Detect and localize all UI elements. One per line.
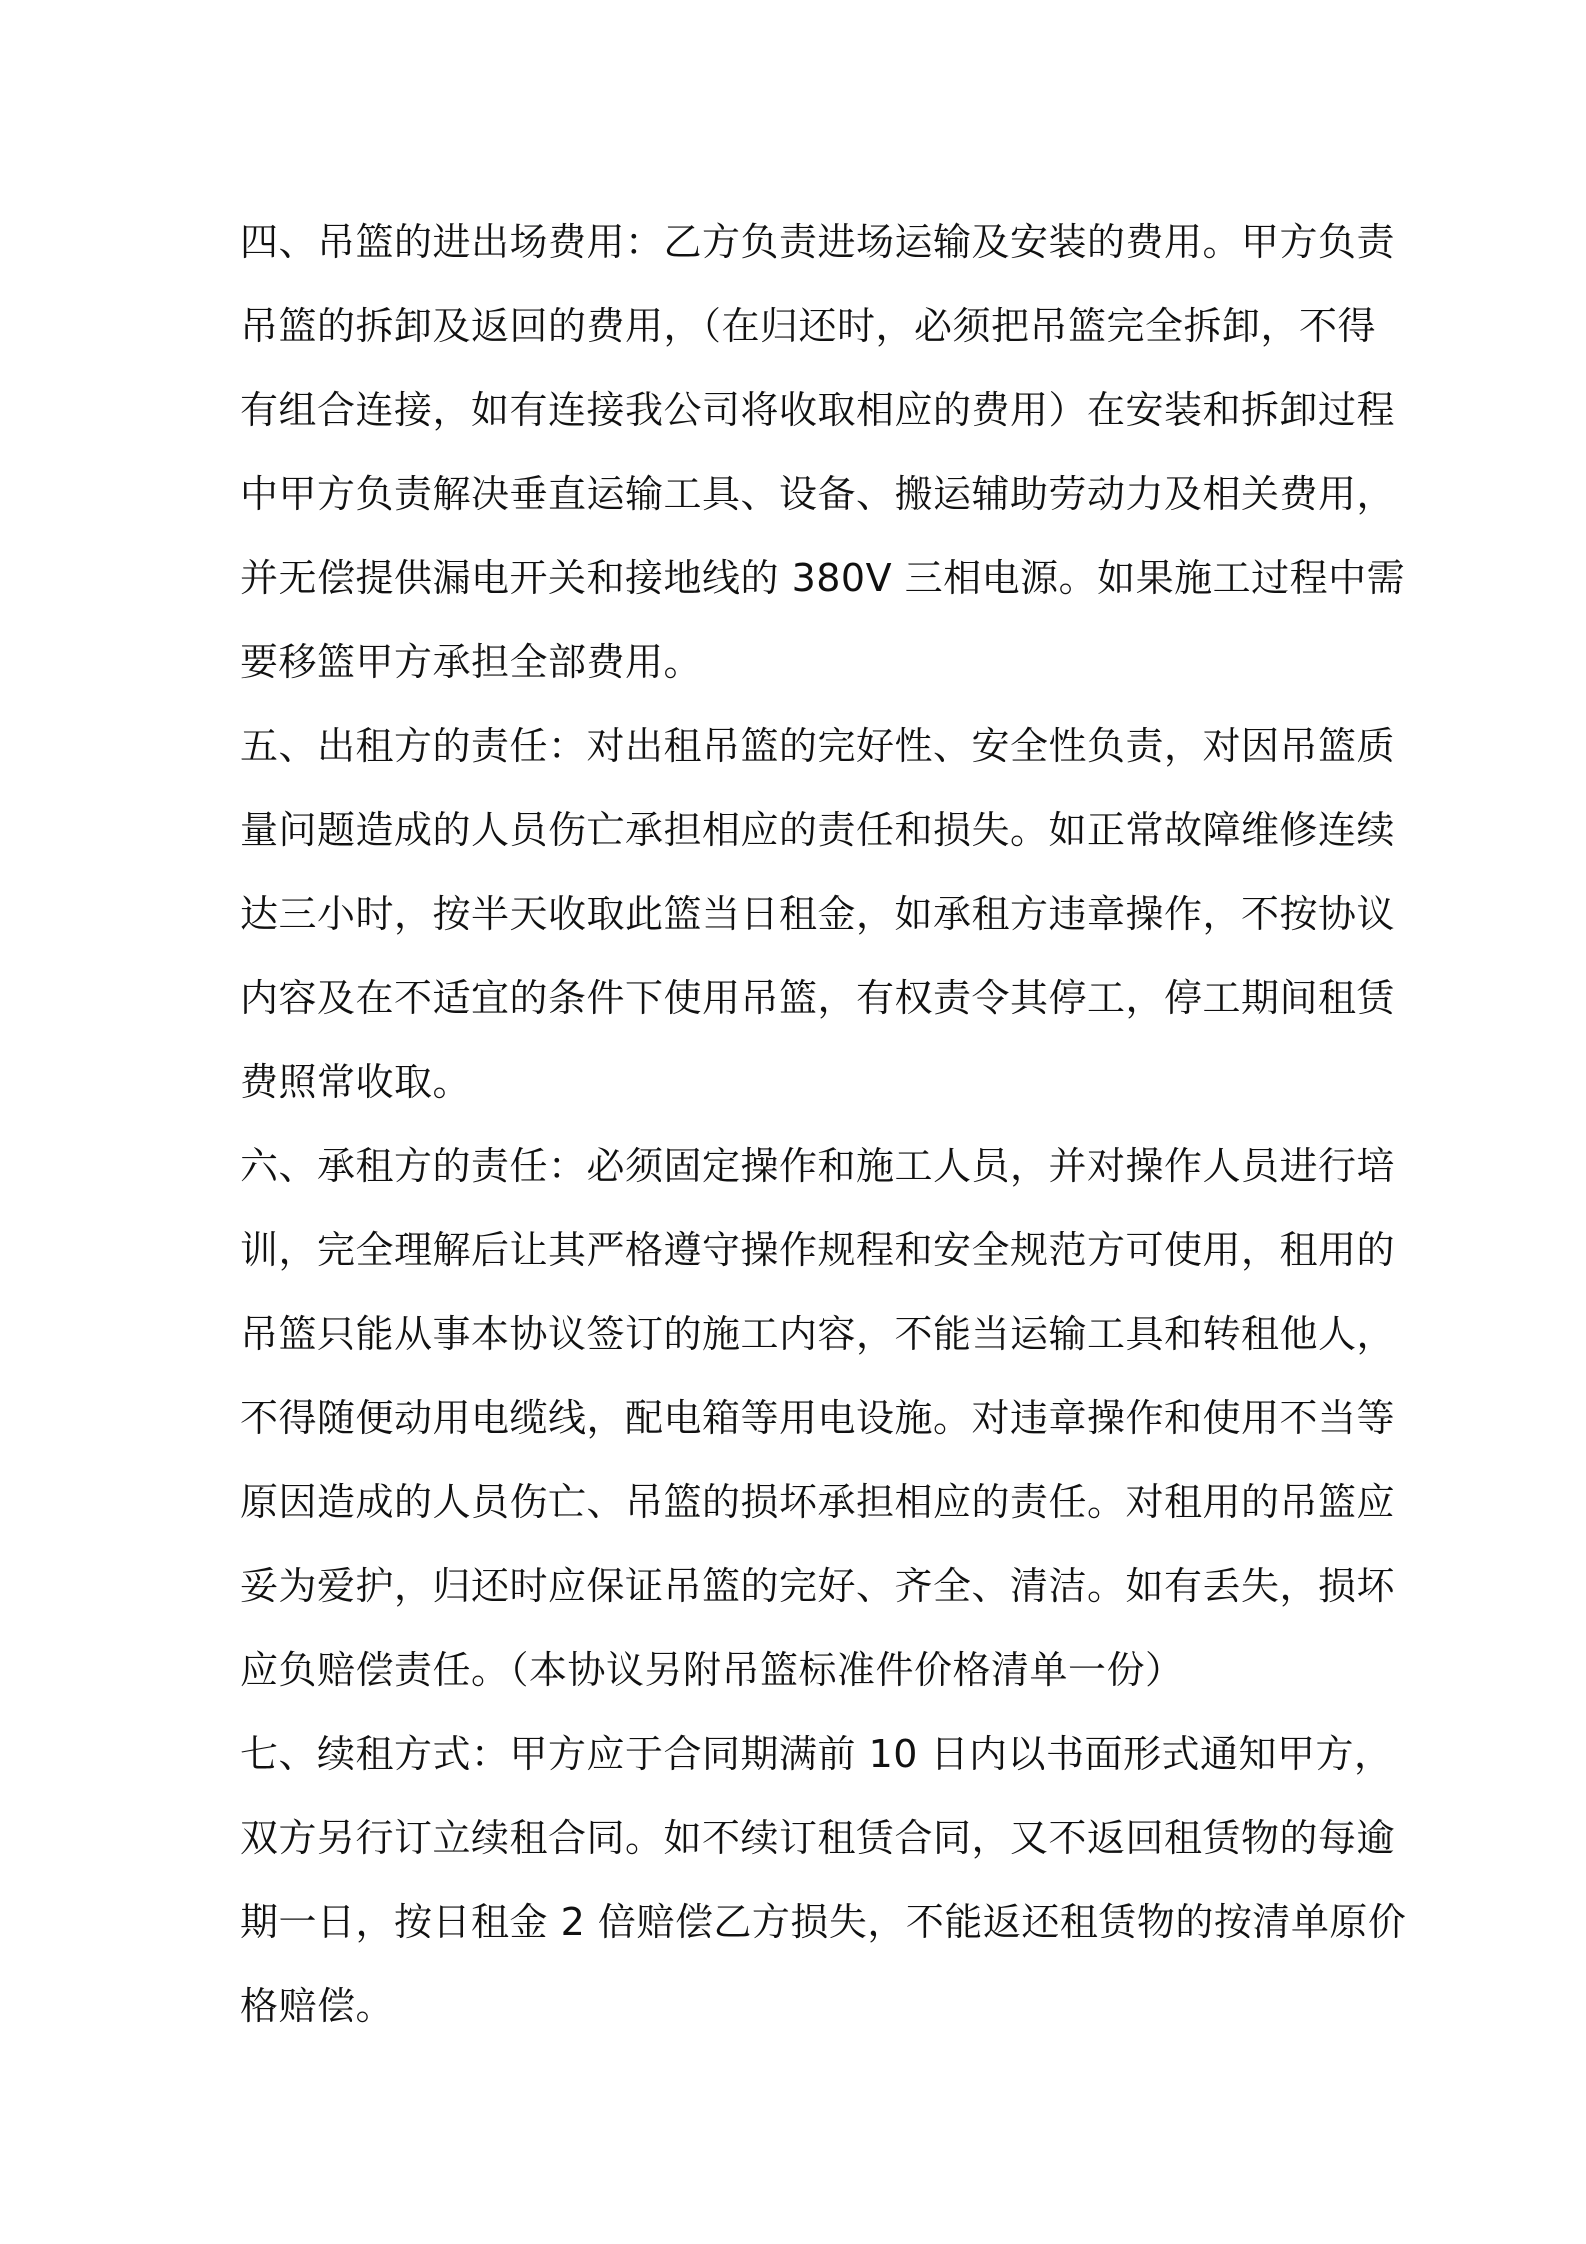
text-line: 期一日，按日租金 2 倍赔偿乙方损失，不能返还租赁物的按清单原价 bbox=[240, 1900, 1407, 1944]
text-line: 六、承租方的责任：必须固定操作和施工人员，并对操作人员进行培 bbox=[240, 1144, 1396, 1188]
text-line: 四、吊篮的进出场费用：乙方负责进场运输及安装的费用。甲方负责 bbox=[240, 220, 1396, 264]
text-line: 原因造成的人员伤亡、吊篮的损坏承担相应的责任。对租用的吊篮应 bbox=[240, 1480, 1396, 1524]
text-line: 要移篮甲方承担全部费用。 bbox=[240, 640, 703, 684]
section-6-lessee-responsibility bbox=[240, 1124, 1396, 1712]
text-line: 双方另行订立续租合同。如不续订租赁合同，又不返回租赁物的每逾 bbox=[240, 1816, 1396, 1860]
text-line: 中甲方负责解决垂直运输工具、设备、搬运辅助劳动力及相关费用， bbox=[240, 472, 1396, 516]
text-line: 七、续租方式：甲方应于合同期满前 10 日内以书面形式通知甲方， bbox=[240, 1732, 1393, 1776]
section-7-renewal bbox=[240, 1712, 1407, 2048]
text-line: 内容及在不适宜的条件下使用吊篮，有权责令其停工，停工期间租赁 bbox=[240, 976, 1396, 1020]
text-line: 格赔偿。 bbox=[240, 1984, 395, 2028]
text-line: 吊篮只能从事本协议签订的施工内容，不能当运输工具和转租他人， bbox=[240, 1312, 1396, 1356]
text-line: 训，完全理解后让其严格遵守操作规程和安全规范方可使用，租用的 bbox=[240, 1228, 1396, 1272]
text-line: 达三小时，按半天收取此篮当日租金，如承租方违章操作，不按协议 bbox=[240, 892, 1396, 936]
section-5-lessor-responsibility bbox=[240, 704, 1396, 1124]
text-line: 五、出租方的责任：对出租吊篮的完好性、安全性负责，对因吊篮质 bbox=[240, 724, 1396, 768]
document-body bbox=[240, 200, 1407, 2048]
section-4-fees bbox=[240, 200, 1406, 704]
text-line: 应负赔偿责任。（本协议另附吊篮标准件价格清单一份） bbox=[240, 1648, 1184, 1692]
text-line: 吊篮的拆卸及返回的费用，（在归还时，必须把吊篮完全拆卸，不得 bbox=[240, 304, 1377, 348]
text-line: 并无偿提供漏电开关和接地线的 380V 三相电源。如果施工过程中需 bbox=[240, 556, 1406, 600]
text-line: 妥为爱护，归还时应保证吊篮的完好、齐全、清洁。如有丢失，损坏 bbox=[240, 1564, 1396, 1608]
text-line: 量问题造成的人员伤亡承担相应的责任和损失。如正常故障维修连续 bbox=[240, 808, 1396, 852]
text-line: 不得随便动用电缆线，配电箱等用电设施。对违章操作和使用不当等 bbox=[240, 1396, 1396, 1440]
text-line: 费照常收取。 bbox=[240, 1060, 472, 1104]
text-line: 有组合连接，如有连接我公司将收取相应的费用）在安装和拆卸过程 bbox=[240, 388, 1396, 432]
